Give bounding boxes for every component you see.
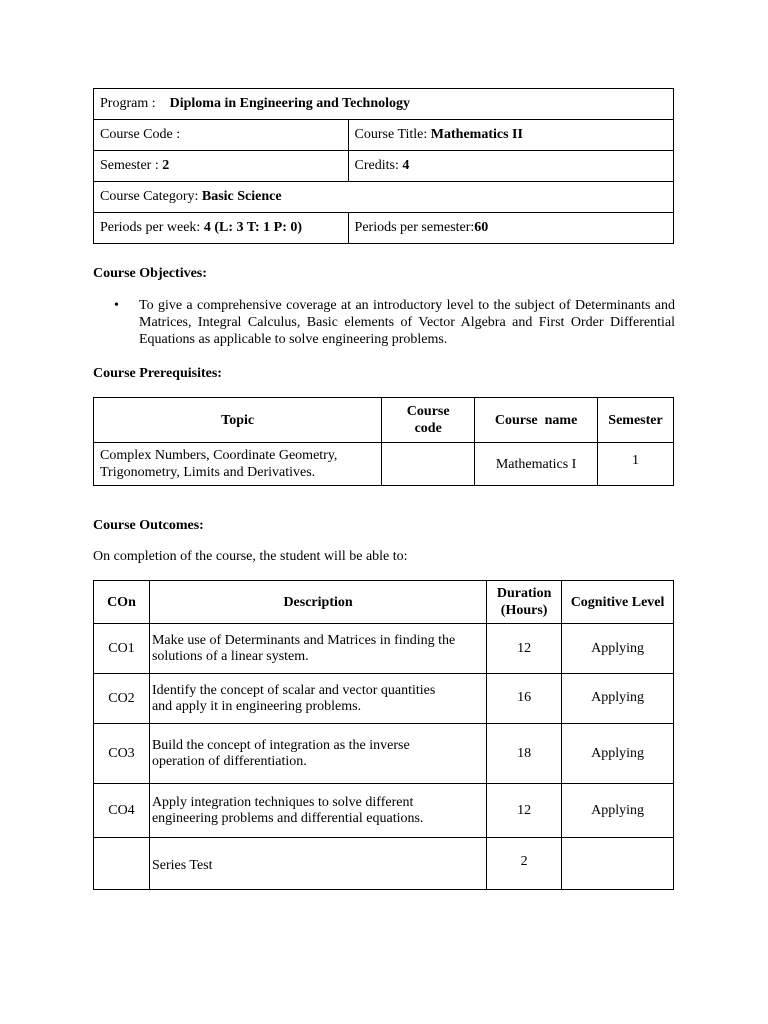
objectives-list bbox=[114, 297, 675, 348]
outcome-description bbox=[149, 624, 486, 674]
course-code-cell bbox=[94, 120, 349, 151]
outcome-desc-line1: Apply integration techniques to solve different bbox=[151, 794, 414, 810]
prereq-header-topic: Topic bbox=[94, 398, 382, 443]
outcome-con: CO3 bbox=[94, 724, 150, 784]
prereq-header-name: Course name bbox=[475, 398, 598, 443]
prereq-topic-line1: Complex Numbers, Coordinate Geometry, bbox=[100, 448, 338, 463]
objective-text: To give a comprehensive coverage at an introductory level to the subject of Determinants and Matrices, Integral Calculus, Basic elements of Vector Algebra and First Order Differential Equations as applicable to solve engineering problems. bbox=[139, 298, 675, 347]
periods-sem-cell bbox=[348, 213, 673, 244]
outcome-hours: 2 bbox=[487, 838, 562, 890]
outcomes-table bbox=[93, 580, 674, 890]
prereq-semester: 1 bbox=[598, 443, 674, 486]
semester-credits-row bbox=[94, 151, 674, 182]
prereq-name: Mathematics I bbox=[475, 443, 598, 486]
outcome-level bbox=[562, 838, 674, 890]
prereq-header-semester: Semester bbox=[598, 398, 674, 443]
outcome-desc-line2: operation of differentiation. bbox=[151, 753, 307, 769]
outcome-description bbox=[149, 784, 486, 838]
periods-sem-label: Periods per semester: bbox=[354, 220, 475, 235]
outcome-level: Applying bbox=[562, 784, 674, 838]
category-cell bbox=[94, 182, 674, 213]
outcomes-header-duration-line2: (Hours) bbox=[500, 603, 548, 618]
outcome-con: CO2 bbox=[94, 674, 150, 724]
prereq-topic-line2: Trigonometry, Limits and Derivatives. bbox=[100, 465, 316, 480]
outcomes-header-level: Cognitive Level bbox=[562, 581, 674, 624]
course-code-label: Course Code : bbox=[100, 127, 181, 142]
outcome-desc-line1: Identify the concept of scalar and vector quantities bbox=[151, 682, 436, 698]
program-label: Program : bbox=[100, 96, 156, 111]
semester-cell bbox=[94, 151, 349, 182]
table-row bbox=[94, 443, 674, 486]
periods-row bbox=[94, 213, 674, 244]
prereq-header-code-line1: Course bbox=[406, 404, 450, 419]
semester-value: 2 bbox=[162, 158, 170, 173]
prereq-header-row bbox=[94, 398, 674, 443]
outcome-description bbox=[149, 838, 486, 890]
credits-value: 4 bbox=[402, 158, 410, 173]
periods-sem-value: 60 bbox=[474, 220, 489, 235]
outcome-hours: 12 bbox=[487, 784, 562, 838]
course-title-cell bbox=[348, 120, 673, 151]
outcome-desc-line2: solutions of a linear system. bbox=[151, 648, 309, 664]
category-label: Course Category: bbox=[100, 189, 199, 204]
table-row bbox=[94, 624, 674, 674]
program-cell bbox=[94, 89, 674, 120]
periods-week-value: 4 (L: 3 T: 1 P: 0) bbox=[203, 220, 303, 235]
outcome-level: Applying bbox=[562, 724, 674, 784]
course-info-table bbox=[93, 88, 674, 244]
outcome-hours: 18 bbox=[487, 724, 562, 784]
prerequisites-table bbox=[93, 397, 674, 486]
table-row bbox=[94, 724, 674, 784]
code-title-row bbox=[94, 120, 674, 151]
table-row bbox=[94, 674, 674, 724]
table-row bbox=[94, 784, 674, 838]
course-title-label: Course Title: bbox=[354, 127, 428, 142]
credits-cell bbox=[348, 151, 673, 182]
outcome-con: CO1 bbox=[94, 624, 150, 674]
outcomes-header-con: COn bbox=[94, 581, 150, 624]
outcome-desc-line1: Make use of Determinants and Matrices in finding the bbox=[151, 632, 456, 648]
program-row bbox=[94, 89, 674, 120]
outcome-con bbox=[94, 838, 150, 890]
outcome-desc-line1: Series Test bbox=[151, 858, 213, 873]
prereq-header-code bbox=[382, 398, 475, 443]
outcomes-intro: On completion of the course, the student will be able to: bbox=[93, 549, 408, 564]
outcome-con: CO4 bbox=[94, 784, 150, 838]
objective-item bbox=[114, 297, 675, 348]
outcome-hours: 12 bbox=[487, 624, 562, 674]
outcome-description bbox=[149, 674, 486, 724]
category-value: Basic Science bbox=[201, 189, 282, 204]
outcomes-header-description: Description bbox=[149, 581, 486, 624]
outcome-description bbox=[149, 724, 486, 784]
prereq-header-code-line2: code bbox=[414, 421, 442, 436]
prereq-code bbox=[382, 443, 475, 486]
outcomes-header-duration-line1: Duration bbox=[496, 586, 552, 601]
table-row bbox=[94, 838, 674, 890]
category-row bbox=[94, 182, 674, 213]
program-value: Diploma in Engineering and Technology bbox=[169, 96, 411, 111]
outcome-desc-line2: engineering problems and differential equations. bbox=[151, 810, 424, 826]
outcomes-header-duration bbox=[487, 581, 562, 624]
prerequisites-heading: Course Prerequisites: bbox=[93, 366, 222, 381]
outcome-level: Applying bbox=[562, 624, 674, 674]
outcome-hours: 16 bbox=[487, 674, 562, 724]
course-title-value: Mathematics II bbox=[430, 127, 523, 142]
bullet-icon: • bbox=[114, 298, 119, 313]
periods-week-label: Periods per week: bbox=[100, 220, 201, 235]
prereq-topic bbox=[94, 443, 382, 486]
outcome-desc-line1: Build the concept of integration as the inverse bbox=[151, 737, 410, 753]
semester-label: Semester : bbox=[100, 158, 159, 173]
periods-week-cell bbox=[94, 213, 349, 244]
credits-label: Credits: bbox=[354, 158, 399, 173]
objectives-heading: Course Objectives: bbox=[93, 266, 207, 281]
outcomes-header-row bbox=[94, 581, 674, 624]
outcomes-heading: Course Outcomes: bbox=[93, 518, 204, 533]
outcome-level: Applying bbox=[562, 674, 674, 724]
outcome-desc-line2: and apply it in engineering problems. bbox=[151, 698, 362, 714]
